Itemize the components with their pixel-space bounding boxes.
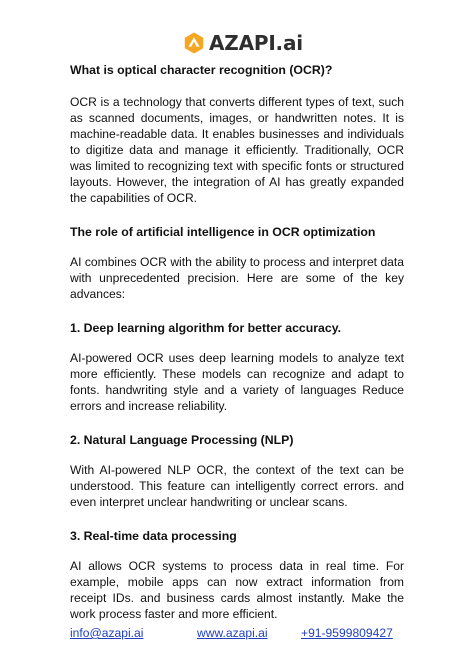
phone-link[interactable]: +91-9599809427: [301, 626, 393, 640]
intro-paragraph: OCR is a technology that converts different types of text, such as scanned documents, images, or handwritten notes. It is machine-readable data. It enables businesses and individuals to digitize data and manage it efficiently. Traditionally, OCR was limited to recognizing text with specific fonts or structured layouts. However, the integration of AI has greatly expanded the capabilities of OCR.: [70, 95, 404, 205]
email-link[interactable]: info@azapi.ai: [70, 626, 144, 640]
azapi-hexagon-logo-icon: [184, 32, 204, 54]
section-heading-nlp: 2. Natural Language Processing (NLP): [70, 433, 294, 447]
section-heading-deep-learning: 1. Deep learning algorithm for better accuracy.: [70, 321, 342, 335]
section-heading-realtime: 3. Real-time data processing: [70, 529, 237, 543]
role-paragraph: AI combines OCR with the ability to process and interpret data with unprecedented precision. Here are some of the key advances:: [70, 255, 404, 301]
section-body-realtime: AI allows OCR systems to process data in real time. For example, mobile apps can now extract information from receipt IDs. and business cards almost instantly. Make the work process faster and more efficient.: [70, 559, 404, 621]
page-title: What is optical character recognition (OCR)?: [70, 63, 333, 77]
section-heading-role: The role of artificial intelligence in OCR optimization: [70, 225, 376, 239]
footer-contacts: [70, 625, 404, 641]
article: [70, 56, 404, 622]
brand-name: AZAPI.ai: [209, 31, 303, 55]
brand-logo: [184, 32, 303, 54]
section-body-deep-learning: AI-powered OCR uses deep learning models to analyze text more efficiently. These models can recognize and adapt to fonts. handwriting style and a variety of languages Reduce errors and increase reliability.: [70, 351, 404, 413]
section-body-nlp: With AI-powered NLP OCR, the context of the text can be understood. This feature can intelligently correct errors. and even interpret unclear handwriting or unclear scans.: [70, 463, 404, 509]
website-link[interactable]: www.azapi.ai: [197, 626, 268, 640]
